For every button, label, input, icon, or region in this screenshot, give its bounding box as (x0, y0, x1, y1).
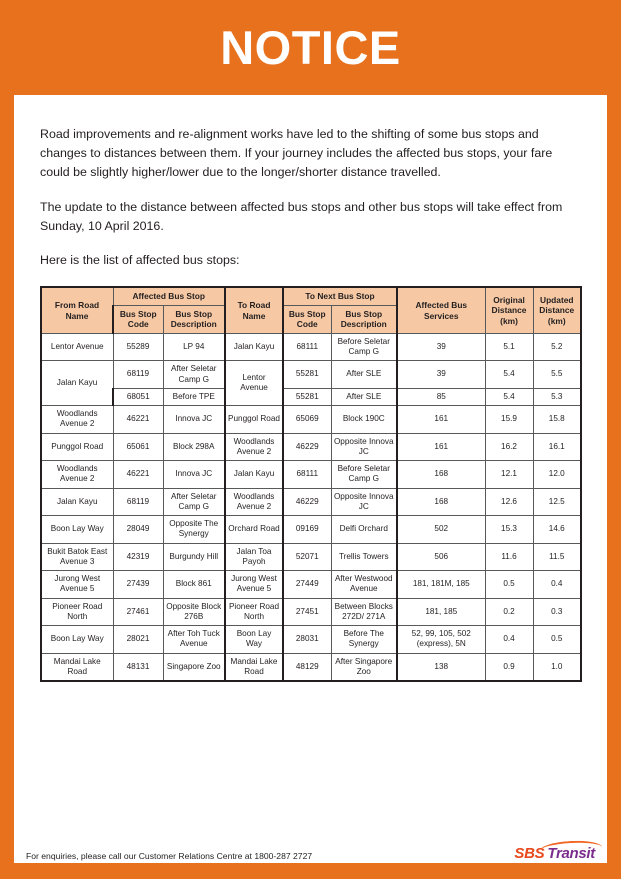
cell-updated-distance: 1.0 (533, 653, 581, 681)
cell-next-bus-stop-code: 28031 (283, 626, 331, 654)
cell-next-bus-stop-code: 55281 (283, 388, 331, 405)
cell-affected-bus-stop-code: 68051 (113, 388, 163, 405)
cell-original-distance: 5.4 (485, 361, 533, 389)
cell-affected-bus-stop-description: Burgundy Hill (163, 543, 225, 571)
intro-section (40, 125, 581, 270)
cell-updated-distance: 5.3 (533, 388, 581, 405)
cell-original-distance: 0.4 (485, 626, 533, 654)
cell-updated-distance: 5.5 (533, 361, 581, 389)
cell-to-road-name: Jurong West Avenue 5 (225, 571, 283, 599)
cell-next-bus-stop-code: 27449 (283, 571, 331, 599)
cell-affected-bus-services: 161 (397, 406, 485, 434)
cell-original-distance: 0.2 (485, 598, 533, 626)
table-row (41, 653, 581, 681)
cell-affected-bus-services: 161 (397, 433, 485, 461)
table-body (41, 333, 581, 681)
table-row (41, 406, 581, 434)
cell-next-bus-stop-description: After Westwood Avenue (331, 571, 397, 599)
notice-header-band (0, 0, 621, 95)
intro-paragraph-3: Here is the list of affected bus stops: (40, 253, 240, 268)
cell-affected-bus-stop-code: 28049 (113, 516, 163, 544)
cell-affected-bus-stop-code: 65061 (113, 433, 163, 461)
cell-from-road-name: Jalan Kayu (41, 361, 113, 406)
table-row (41, 388, 581, 405)
cell-next-bus-stop-description: Delfi Orchard (331, 516, 397, 544)
sbs-transit-logo (514, 842, 595, 861)
cell-to-road-name: Mandai Lake Road (225, 653, 283, 681)
cell-from-road-name: Woodlands Avenue 2 (41, 461, 113, 489)
cell-to-road-name: Woodlands Avenue 2 (225, 488, 283, 516)
cell-from-road-name: Lentor Avenue (41, 333, 113, 361)
cell-from-road-name: Boon Lay Way (41, 516, 113, 544)
cell-next-bus-stop-code: 09169 (283, 516, 331, 544)
cell-affected-bus-services: 39 (397, 361, 485, 389)
cell-affected-bus-services: 52, 99, 105, 502 (express), 5N (397, 626, 485, 654)
cell-next-bus-stop-description: Between Blocks 272D/ 271A (331, 598, 397, 626)
cell-affected-bus-stop-code: 27439 (113, 571, 163, 599)
cell-affected-bus-stop-code: 42319 (113, 543, 163, 571)
table-row (41, 626, 581, 654)
cell-updated-distance: 0.4 (533, 571, 581, 599)
cell-to-road-name: Jalan Toa Payoh (225, 543, 283, 571)
cell-to-road-name: Jalan Kayu (225, 333, 283, 361)
cell-affected-bus-services: 168 (397, 461, 485, 489)
cell-original-distance: 15.9 (485, 406, 533, 434)
footer (26, 842, 595, 861)
cell-updated-distance: 12.0 (533, 461, 581, 489)
cell-affected-bus-stop-description: After Toh Tuck Avenue (163, 626, 225, 654)
table-row (41, 461, 581, 489)
th-bus-stop-code-affected: Bus Stop Code (113, 305, 163, 333)
cell-to-road-name: Woodlands Avenue 2 (225, 433, 283, 461)
cell-affected-bus-services: 39 (397, 333, 485, 361)
cell-original-distance: 11.6 (485, 543, 533, 571)
cell-affected-bus-services: 502 (397, 516, 485, 544)
cell-affected-bus-stop-code: 68119 (113, 361, 163, 389)
th-to-next-bus-stop: To Next Bus Stop (283, 287, 397, 305)
cell-next-bus-stop-code: 46229 (283, 433, 331, 461)
cell-next-bus-stop-description: After Singapore Zoo (331, 653, 397, 681)
cell-affected-bus-stop-code: 28021 (113, 626, 163, 654)
cell-affected-bus-stop-code: 48131 (113, 653, 163, 681)
cell-affected-bus-stop-description: Innova JC (163, 406, 225, 434)
table-header-row-top (41, 287, 581, 305)
cell-next-bus-stop-description: Trellis Towers (331, 543, 397, 571)
cell-next-bus-stop-code: 55281 (283, 361, 331, 389)
cell-original-distance: 12.6 (485, 488, 533, 516)
cell-updated-distance: 11.5 (533, 543, 581, 571)
table-row (41, 543, 581, 571)
table-row (41, 433, 581, 461)
cell-affected-bus-stop-description: Block 861 (163, 571, 225, 599)
cell-affected-bus-services: 181, 181M, 185 (397, 571, 485, 599)
intro-paragraph-1: Road improvements and re-alignment works have led to the shifting of some bus stops and changes to distances between them. If your journey includes the affected bus stops, your fare could be slightly higher/lower due to the longer/shorter distance travelled. (40, 127, 553, 180)
cell-to-road-name: Jalan Kayu (225, 461, 283, 489)
cell-from-road-name: Mandai Lake Road (41, 653, 113, 681)
th-affected-bus-services: Affected Bus Services (397, 287, 485, 333)
table-row (41, 333, 581, 361)
cell-next-bus-stop-description: Before Seletar Camp G (331, 333, 397, 361)
cell-to-road-name: Punggol Road (225, 406, 283, 434)
cell-next-bus-stop-description: Opposite Innova JC (331, 488, 397, 516)
cell-affected-bus-services: 506 (397, 543, 485, 571)
cell-affected-bus-services: 138 (397, 653, 485, 681)
cell-next-bus-stop-code: 65069 (283, 406, 331, 434)
cell-next-bus-stop-description: Opposite Innova JC (331, 433, 397, 461)
cell-affected-bus-stop-description: Block 298A (163, 433, 225, 461)
cell-affected-bus-stop-description: After Seletar Camp G (163, 488, 225, 516)
cell-affected-bus-stop-description: LP 94 (163, 333, 225, 361)
cell-next-bus-stop-code: 48129 (283, 653, 331, 681)
notice-card (14, 95, 607, 863)
th-original-distance: Original Distance (km) (485, 287, 533, 333)
cell-original-distance: 0.5 (485, 571, 533, 599)
enquiries-text: For enquiries, please call our Customer Relations Centre at 1800-287 2727 (26, 851, 313, 861)
page-title: NOTICE (220, 21, 401, 74)
cell-affected-bus-stop-description: Before TPE (163, 388, 225, 405)
cell-from-road-name: Woodlands Avenue 2 (41, 406, 113, 434)
table-row (41, 516, 581, 544)
th-to-road-name: To Road Name (225, 287, 283, 333)
table-head (41, 287, 581, 333)
cell-next-bus-stop-code: 52071 (283, 543, 331, 571)
cell-next-bus-stop-description: Before The Synergy (331, 626, 397, 654)
cell-affected-bus-services: 85 (397, 388, 485, 405)
cell-updated-distance: 12.5 (533, 488, 581, 516)
cell-updated-distance: 5.2 (533, 333, 581, 361)
logo-transit-text: Transit (547, 845, 595, 862)
table-row (41, 571, 581, 599)
cell-next-bus-stop-description: After SLE (331, 388, 397, 405)
cell-to-road-name: Lentor Avenue (225, 361, 283, 406)
logo-sbs-text: SBS (514, 845, 545, 862)
cell-affected-bus-stop-code: 27461 (113, 598, 163, 626)
cell-affected-bus-stop-description: Opposite Block 276B (163, 598, 225, 626)
affected-bus-stops-table (40, 286, 582, 682)
cell-affected-bus-stop-description: Opposite The Synergy (163, 516, 225, 544)
cell-from-road-name: Pioneer Road North (41, 598, 113, 626)
th-updated-distance: Updated Distance (km) (533, 287, 581, 333)
cell-updated-distance: 14.6 (533, 516, 581, 544)
cell-from-road-name: Jalan Kayu (41, 488, 113, 516)
cell-from-road-name: Boon Lay Way (41, 626, 113, 654)
cell-from-road-name: Bukit Batok East Avenue 3 (41, 543, 113, 571)
cell-next-bus-stop-description: Block 190C (331, 406, 397, 434)
cell-original-distance: 15.3 (485, 516, 533, 544)
cell-next-bus-stop-code: 68111 (283, 461, 331, 489)
cell-original-distance: 0.9 (485, 653, 533, 681)
cell-updated-distance: 0.5 (533, 626, 581, 654)
cell-updated-distance: 0.3 (533, 598, 581, 626)
cell-affected-bus-stop-code: 55289 (113, 333, 163, 361)
cell-affected-bus-stop-code: 46221 (113, 461, 163, 489)
th-bus-stop-description-affected: Bus Stop Description (163, 305, 225, 333)
cell-affected-bus-services: 168 (397, 488, 485, 516)
cell-to-road-name: Orchard Road (225, 516, 283, 544)
cell-next-bus-stop-code: 68111 (283, 333, 331, 361)
cell-original-distance: 12.1 (485, 461, 533, 489)
cell-original-distance: 16.2 (485, 433, 533, 461)
table-row (41, 598, 581, 626)
cell-affected-bus-stop-code: 68119 (113, 488, 163, 516)
cell-from-road-name: Punggol Road (41, 433, 113, 461)
intro-paragraph-2: The update to the distance between affected bus stops and other bus stops will take effect from Sunday, 10 April 2016. (40, 199, 563, 233)
th-from-road-name: From Road Name (41, 287, 113, 333)
table-row (41, 488, 581, 516)
th-bus-stop-description-next: Bus Stop Description (331, 305, 397, 333)
cell-next-bus-stop-code: 46229 (283, 488, 331, 516)
cell-next-bus-stop-description: After SLE (331, 361, 397, 389)
cell-affected-bus-stop-description: Innova JC (163, 461, 225, 489)
th-bus-stop-code-next: Bus Stop Code (283, 305, 331, 333)
cell-affected-bus-stop-description: Singapore Zoo (163, 653, 225, 681)
table-row (41, 361, 581, 389)
cell-affected-bus-stop-code: 46221 (113, 406, 163, 434)
cell-next-bus-stop-code: 27451 (283, 598, 331, 626)
cell-original-distance: 5.1 (485, 333, 533, 361)
cell-next-bus-stop-description: Before Seletar Camp G (331, 461, 397, 489)
cell-updated-distance: 16.1 (533, 433, 581, 461)
cell-affected-bus-stop-description: After Seletar Camp G (163, 361, 225, 389)
cell-to-road-name: Pioneer Road North (225, 598, 283, 626)
cell-updated-distance: 15.8 (533, 406, 581, 434)
cell-affected-bus-services: 181, 185 (397, 598, 485, 626)
cell-original-distance: 5.4 (485, 388, 533, 405)
cell-from-road-name: Jurong West Avenue 5 (41, 571, 113, 599)
cell-to-road-name: Boon Lay Way (225, 626, 283, 654)
th-affected-bus-stop: Affected Bus Stop (113, 287, 225, 305)
